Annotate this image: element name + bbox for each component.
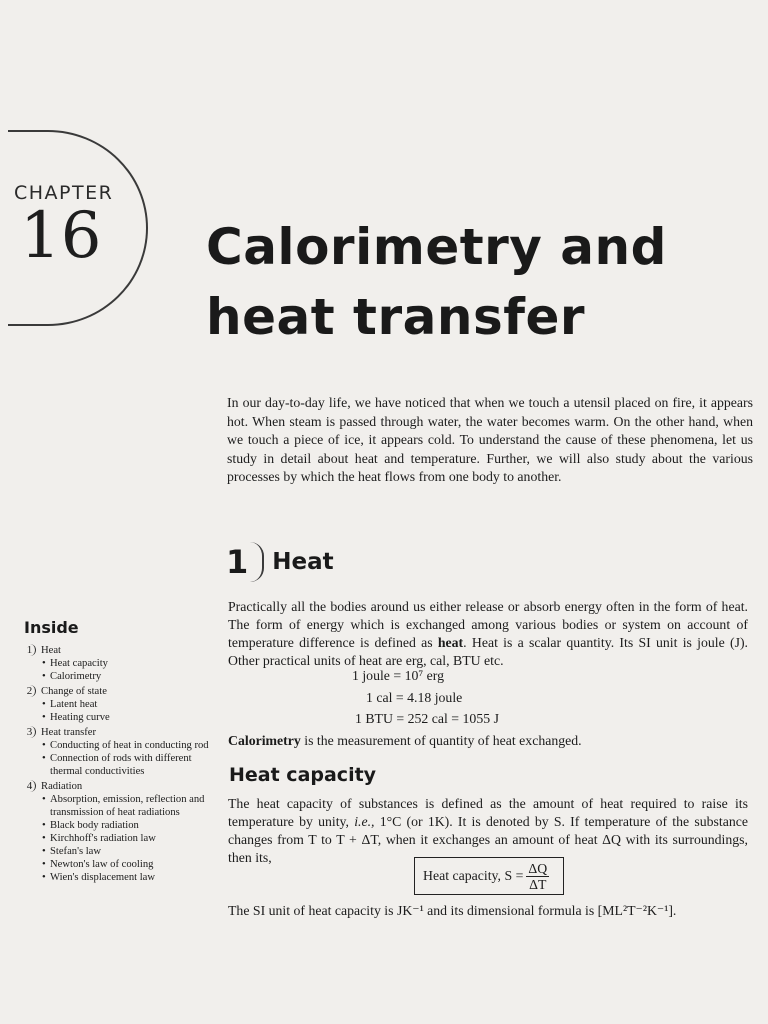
- inside-list-item: • Stefan's law: [42, 845, 224, 858]
- section-heading-heat: [226, 536, 334, 588]
- formula-numerator: ΔQ: [528, 860, 548, 876]
- equation-cal: 1 cal = 4.18 joule: [366, 690, 463, 705]
- inside-sublist: [42, 698, 224, 724]
- section-title: Heat: [272, 549, 334, 575]
- chapter-label: CHAPTER: [14, 182, 114, 204]
- inside-list-item: • Connection of rods with different thermal conductivities: [42, 752, 224, 778]
- inside-section-number: 1: [24, 644, 36, 656]
- calorimetry-text: is the measurement of quantity of heat exchanged.: [300, 733, 582, 748]
- inside-list-item: • Latent heat: [42, 698, 224, 711]
- inside-title: Inside: [24, 618, 79, 637]
- heat-text-a: Practically all the bodies around us either release or absorb energy often in the form of heat. The form of energy which is exchanged among various bodies or system on account of temperature difference is defined as: [228, 599, 748, 650]
- heat-definition-paragraph: [228, 598, 748, 670]
- inside-list-item: • Wien's displacement law: [42, 871, 224, 884]
- formula-label: Heat capacity, S =: [423, 868, 524, 883]
- inside-section-label: Change of state: [41, 686, 107, 697]
- inside-sublist: [42, 793, 224, 884]
- inside-contents: [24, 642, 224, 884]
- formula-denominator: ΔT: [529, 876, 547, 892]
- inside-sublist: [42, 739, 224, 778]
- chapter-title-line-1: Calorimetry and: [206, 218, 667, 276]
- heat-capacity-unit-paragraph: The SI unit of heat capacity is JK⁻¹ and its dimensional formula is [ML²T⁻²K⁻¹].: [228, 903, 677, 918]
- heat-capacity-text-a: The heat capacity of substances is defined as the amount of heat required to raise its temperature by unity,: [228, 796, 748, 829]
- heat-text-b: . Heat is a scalar quantity. Its SI unit is joule (J). Other practical units of heat are erg, cal, BTU etc.: [228, 635, 748, 668]
- inside-sublist: [42, 657, 224, 683]
- inside-list-item: • Absorption, emission, reflection and transmission of heat radiations: [42, 793, 224, 819]
- calorimetry-definition: [228, 732, 748, 750]
- inside-list-item: • Newton's law of cooling: [42, 858, 224, 871]
- section-number: 1: [226, 543, 249, 581]
- inside-section: [24, 685, 224, 698]
- inside-list-item: • Kirchhoff's radiation law: [42, 832, 224, 845]
- inside-section-number: 3: [24, 726, 36, 738]
- intro-paragraph: In our day-to-day life, we have noticed that when we touch a utensil placed on fire, it appears hot. When steam is passed through water, the water becomes warm. On the other hand, when we touch a piece of ice, it appears cold. To understand the cause of these phenomena, let us study in detail about heat and temperature. Further, we will also study about the various processes by which the heat flows from one body to another.: [227, 395, 753, 484]
- heat-capacity-heading: Heat capacity: [229, 764, 377, 786]
- inside-section: [24, 780, 224, 793]
- inside-section-number: 2: [24, 685, 36, 697]
- inside-section-label: Heat: [41, 645, 61, 656]
- inside-section-label: Radiation: [41, 781, 83, 792]
- formula-fraction: [526, 861, 549, 892]
- equation-joule: 1 joule = 10⁷ erg: [352, 668, 445, 683]
- inside-list-item: • Black body radiation: [42, 819, 224, 832]
- chapter-number: 16: [20, 199, 102, 273]
- equation-btu: 1 BTU = 252 cal = 1055 J: [355, 711, 499, 726]
- inside-section: [24, 726, 224, 739]
- heat-capacity-formula-box: [414, 857, 564, 895]
- inside-list-item: • Heat capacity: [42, 657, 224, 670]
- chapter-title-line-2: heat transfer: [206, 288, 586, 346]
- heat-term: heat: [437, 635, 464, 650]
- inside-list-item: • Conducting of heat in conducting rod: [42, 739, 224, 752]
- inside-section-label: Heat transfer: [41, 727, 96, 738]
- inside-list-item: • Calorimetry: [42, 670, 224, 683]
- inside-list-item: • Heating curve: [42, 711, 224, 724]
- inside-section-number: 4: [24, 780, 36, 792]
- chapter-title: [206, 212, 746, 352]
- inside-section: [24, 644, 224, 657]
- section-number-arc: [250, 542, 264, 582]
- calorimetry-term: Calorimetry: [228, 733, 301, 748]
- heat-capacity-text-b: 1°C (or 1K). It is denoted by S. If temperature of the substance changes from T to T + ΔT, when it exchanges an amount of heat ΔQ with its surroundings, then its,: [228, 814, 748, 865]
- ie-abbrev: i.e.,: [354, 814, 375, 829]
